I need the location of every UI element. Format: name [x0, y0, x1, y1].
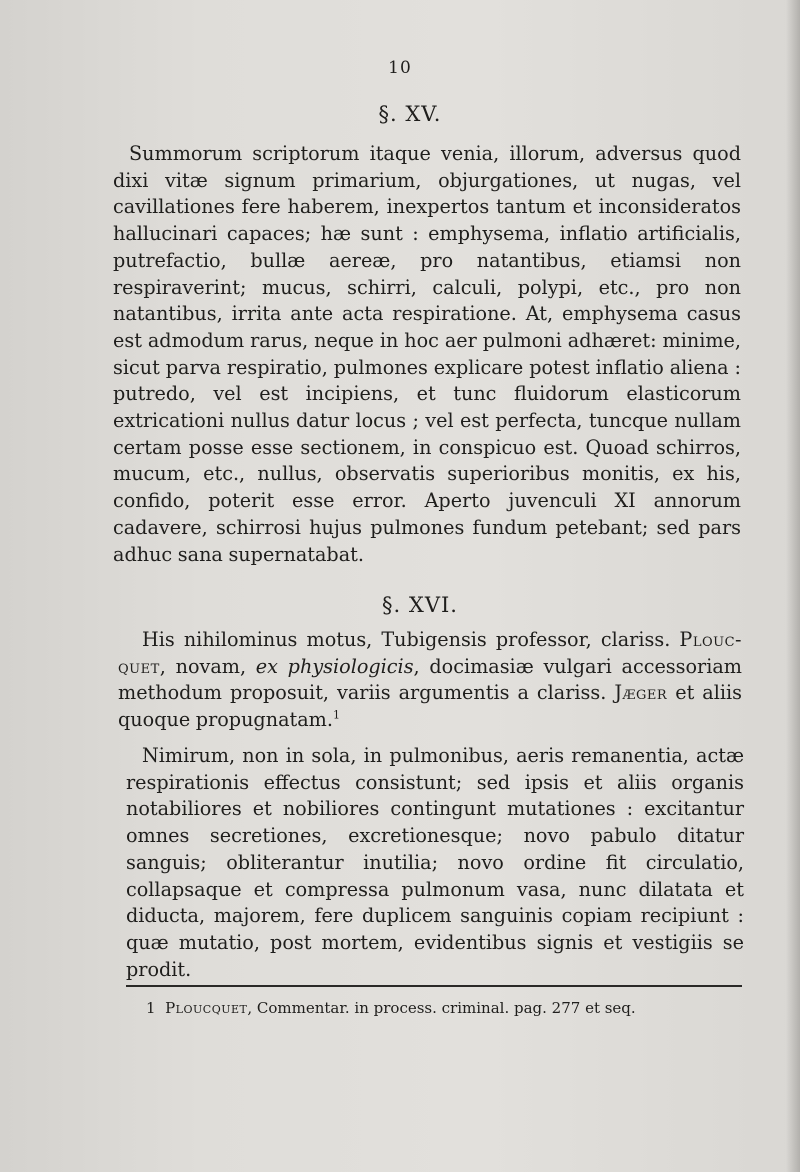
author-name-jaeger: Jæger: [614, 681, 668, 705]
author-name-ploucquet: Plouc-quet: [118, 628, 742, 678]
section-heading-xvi: §. XVI.: [382, 593, 458, 617]
text-run: , docimasiæ vulgari accessoriam methodum proposuit, variis argumentis a clariss.: [118, 654, 742, 705]
footnote-author: Ploucquet: [165, 999, 248, 1017]
footnote-reference: 1: [332, 708, 340, 722]
paragraph-section-xvi-2: Nimirum, non in sola, in pulmonibus, aeris remanentia, actæ respirationis effectus consistunt; sed ipsis et aliis organis notabiliores et nobiliores contingunt mutationes : excitantur omnes secretiones, excretionesque; novo pabulo ditatur sanguis; obliterantur inutilia; novo ordine fit circulatio, collapsaque et compressa pulmonum vasa, nunc dilatata et diducta, majorem, fere duplicem sanguinis copiam recipiunt : quæ mutatio, post mortem, evidentibus signis et vestigiis se prodit.: [126, 744, 744, 981]
text-run: , novam,: [159, 654, 256, 678]
footnote-text: , Commentar. in process. criminal. pag. 277 et seq.: [247, 999, 636, 1017]
footnote-number: 1: [146, 999, 156, 1017]
paragraph-section-xv: Summorum scriptorum itaque venia, illorum, adversus quod dixi vitæ signum primarium, objurgationes, ut nugas, vel cavillationes fere haberem, inexpertos tantum et inconsideratos hallucinari capaces; hæ sunt : emphysema, inflatio artificialis, putrefactio, bullæ aereæ, pro natantibus, etiamsi non respiraverint; mucus, schirri, calculi, polypi, etc., pro non natantibus, irrita ante acta respiratione. At, emphysema casus est admodum rarus, neque in hoc aer pulmoni adhæret: minime, sicut parva respiratio, pulmones explicare potest inflatio aliena : putredo, vel est incipiens, et tunc fluidorum elasticorum extricationi nullus datur locus ; vel est perfecta, tuncque nullam certam posse esse sectionem, in conspicuo est. Quoad schirros, mucum, etc., nullus, observatis superioribus monitis, ex his, confido, poterit esse error. Aperto juvenculi XI annorum cadavere, schirrosi hujus pulmones fundum petebant; sed pars adhuc sana supernatabat.: [113, 142, 741, 566]
text-run: et aliis quoque propugnatam.: [118, 681, 742, 732]
footnote-divider: [126, 985, 742, 987]
page-edge-shadow: [786, 0, 800, 1172]
italic-phrase: ex physiologicis: [255, 654, 414, 678]
page-number: 10: [388, 58, 412, 78]
text-run: His nihilominus motus, Tubigensis professor, clariss.: [142, 628, 680, 651]
section-heading-xv: §. XV.: [378, 102, 442, 126]
paragraph-section-xvi-1: [118, 627, 742, 734]
footnote: [146, 998, 746, 1018]
